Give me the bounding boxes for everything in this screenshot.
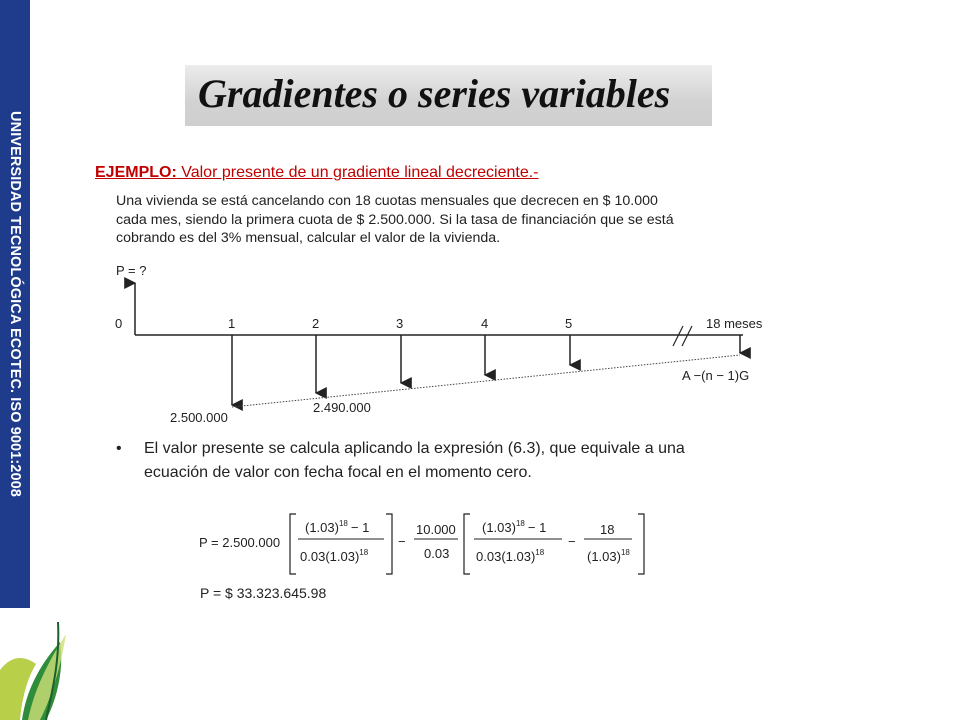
period-label: 4 (481, 316, 489, 331)
left-bracket (464, 514, 470, 574)
bullet-line: ecuación de valor con fecha focal en el momento cero. (144, 464, 532, 481)
left-bracket (290, 514, 296, 574)
period-label: 3 (396, 316, 404, 331)
period-label: 0 (115, 316, 123, 331)
right-bracket (386, 514, 392, 574)
slide-title: Gradientes o series variables (198, 71, 671, 116)
fraction-numerator: $(1.03)^{18} - 1$ (482, 519, 547, 535)
fraction-denominator: $0.03(1.03)^{18}$ (300, 548, 369, 564)
period-label: 18 meses (706, 316, 763, 331)
problem-line: Una vivienda se está cancelando con 18 cuotas mensuales que decrecen en $ 10.000 (116, 193, 658, 209)
ratio-numerator: 10.000 (416, 522, 456, 537)
period-label: 5 (565, 316, 573, 331)
example-heading (95, 164, 539, 182)
example-description: Valor presente de un gradiente lineal decreciente.- (176, 164, 539, 181)
present-value-label: P = ? (116, 263, 147, 278)
formula-lhs: P = 2.500.000 (199, 535, 281, 550)
gradient-trend-line (232, 355, 740, 407)
minus-sign: − (398, 534, 406, 549)
second-payment-label: 2.490.000 (313, 400, 371, 415)
sidebar-band (0, 0, 30, 608)
problem-line: cada mes, siendo la primera cuota de $ 2.500.000. Si la tasa de financiación que se está (116, 211, 674, 228)
n-denominator: $(1.03)^{18}$ (587, 548, 630, 564)
n-numerator: 18 (600, 522, 615, 537)
fraction-numerator: $(1.03)^{18} - 1$ (305, 519, 370, 535)
last-payment-label: A −(n − 1)G (682, 368, 750, 383)
cash-flow-diagram (100, 255, 780, 425)
present-value-formula (192, 510, 662, 580)
university-name: UNIVERSIDAD TECNOLÓGICA ECOTEC. ISO 9001:2008 (7, 111, 23, 497)
fraction-denominator: $0.03(1.03)^{18}$ (476, 548, 545, 564)
problem-statement (116, 192, 776, 248)
bullet-text (144, 437, 685, 485)
period-label: 1 (228, 316, 236, 331)
leaf-logo-icon (0, 612, 70, 720)
first-payment-label: 2.500.000 (170, 410, 228, 425)
bullet-line: El valor presente se calcula aplicando la expresión (6.3), que equivale a una (144, 440, 685, 457)
axis-break-mark (673, 326, 683, 346)
right-bracket (638, 514, 644, 574)
axis-break-mark (682, 326, 692, 346)
problem-line: cobrando es del 3% mensual, calcular el valor de la vivienda. (116, 230, 501, 246)
ratio-denominator: 0.03 (424, 546, 450, 561)
period-label: 2 (312, 316, 320, 331)
title-banner (185, 65, 712, 126)
result-value: P = $ 33.323.645.98 (200, 585, 327, 601)
bullet-dot-icon: • (116, 440, 122, 457)
example-label: EJEMPLO: (95, 164, 177, 181)
minus-sign: − (568, 534, 576, 549)
